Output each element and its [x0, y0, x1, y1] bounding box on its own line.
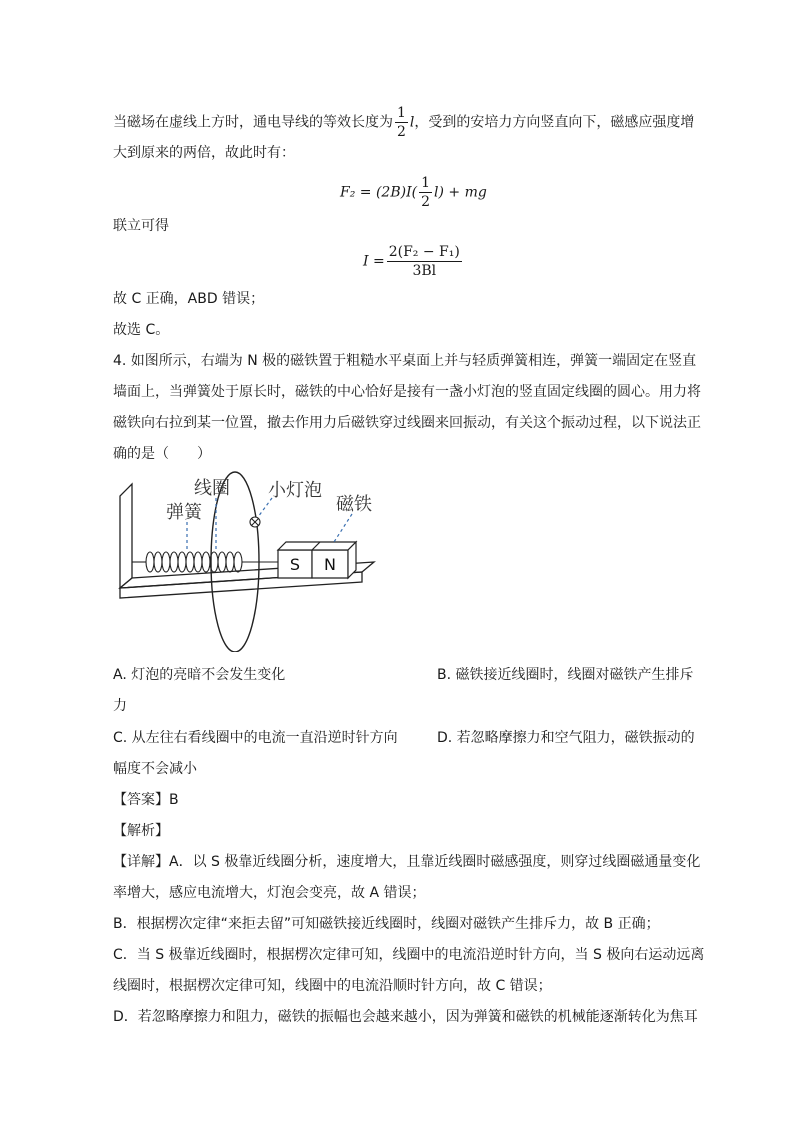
- label-magnet: 磁铁: [336, 494, 372, 515]
- intro-text-after: ，受到的安培力方向竖直向下，磁感应强度增: [414, 114, 695, 131]
- pole-s-label: S: [289, 555, 301, 574]
- option-a: A. 灯泡的亮暗不会发生变化: [113, 667, 286, 683]
- answer: 【答案】B: [113, 792, 179, 808]
- analysis-header: 【解析】: [113, 823, 169, 839]
- formula-current-fraction: $\frac{\text{2(F₂ − F₁)}}{3Bl}$: [388, 244, 460, 279]
- label-coil: 线圈: [194, 478, 230, 499]
- conclusion-c: 故 C 正确，ABD 错误；: [113, 291, 265, 307]
- analysis-c-line-1: C．当 S 极靠近线圈时，根据楞次定律可知，线圈中的电流沿逆时针方向，当 S 极向右运动远离: [113, 947, 705, 963]
- option-d-line-1: D. 若忽略摩擦力和空气阻力，磁铁振动的: [437, 730, 695, 746]
- option-c: C. 从左往右看线圈中的电流一直沿逆时针方向: [113, 730, 398, 746]
- analysis-d-line-1: D．若忽略摩擦力和阻力，磁铁的振幅也会越来越小，因为弹簧和磁铁的机械能逐渐转化为焦耳: [113, 1009, 698, 1025]
- label-bulb: 小灯泡: [268, 480, 322, 501]
- label-spring: 弹簧: [166, 502, 202, 523]
- intro-text-before: 当磁场在虚线上方时，通电导线的等效长度为: [113, 114, 393, 131]
- formula-current: I = $\frac{\text{2(F₂ − F₁)}}{3Bl}$: [363, 244, 460, 279]
- spring: [132, 552, 278, 572]
- question4-line-1: 4. 如图所示，右端为 N 极的磁铁置于粗糙水平桌面上并与轻质弹簧相连，弹簧一端固定在竖直: [113, 353, 697, 369]
- intro-line-2: 大到原来的两倍，故此时有：: [113, 145, 295, 161]
- formula-f2-fraction: $\frac{1}{2}$: [421, 175, 430, 210]
- analysis-b-line-1: B．根据楞次定律“来拒去留”可知磁铁接近线圈时，线圈对磁铁产生排斥力，故 B 正确；: [113, 916, 660, 932]
- combine-label: 联立可得: [113, 218, 169, 234]
- analysis-a-line-1: 【详解】A．以 S 极靠近线圈分析，速度增大，且靠近线圈时磁感强度，则穿过线圈磁通量变化: [113, 854, 701, 870]
- question4-line-3: 磁铁向右拉到某一位置，撤去作用力后磁铁穿过线圈来回振动，有关这个振动过程，以下说法正: [113, 415, 701, 431]
- formula-f2: F₂ = (2B)I( $\frac{1}{2}$ l) + mg: [340, 175, 487, 210]
- option-d-line-2: 幅度不会减小: [113, 761, 197, 777]
- pole-n-label: N: [324, 555, 336, 574]
- analysis-c-line-2: 线圈时，根据楞次定律可知，线圈中的电流沿顺时针方向，故 C 错误；: [113, 978, 552, 994]
- question4-line-2: 墙面上，当弹簧处于原长时，磁铁的中心恰好是接有一盏小灯泡的竖直固定线圈的圆心。用力将: [113, 384, 701, 400]
- fraction-half: $\frac{1}{2}$: [397, 105, 406, 140]
- option-b-line-2: 力: [113, 698, 127, 714]
- analysis-a-line-2: 率增大，感应电流增大，灯泡会变亮，故 A 错误；: [113, 885, 426, 901]
- var-l: l: [409, 114, 415, 131]
- intro-line-1: [113, 104, 694, 141]
- spring-magnet-coil-diagram: [112, 470, 382, 652]
- choose-c: 故选 C。: [113, 322, 170, 338]
- question4-line-4: 确的是（ ）: [113, 446, 211, 462]
- wall: [120, 484, 132, 588]
- bulb-icon: [250, 517, 260, 527]
- option-b-line-1: B. 磁铁接近线圈时，线圈对磁铁产生排斥: [437, 667, 694, 683]
